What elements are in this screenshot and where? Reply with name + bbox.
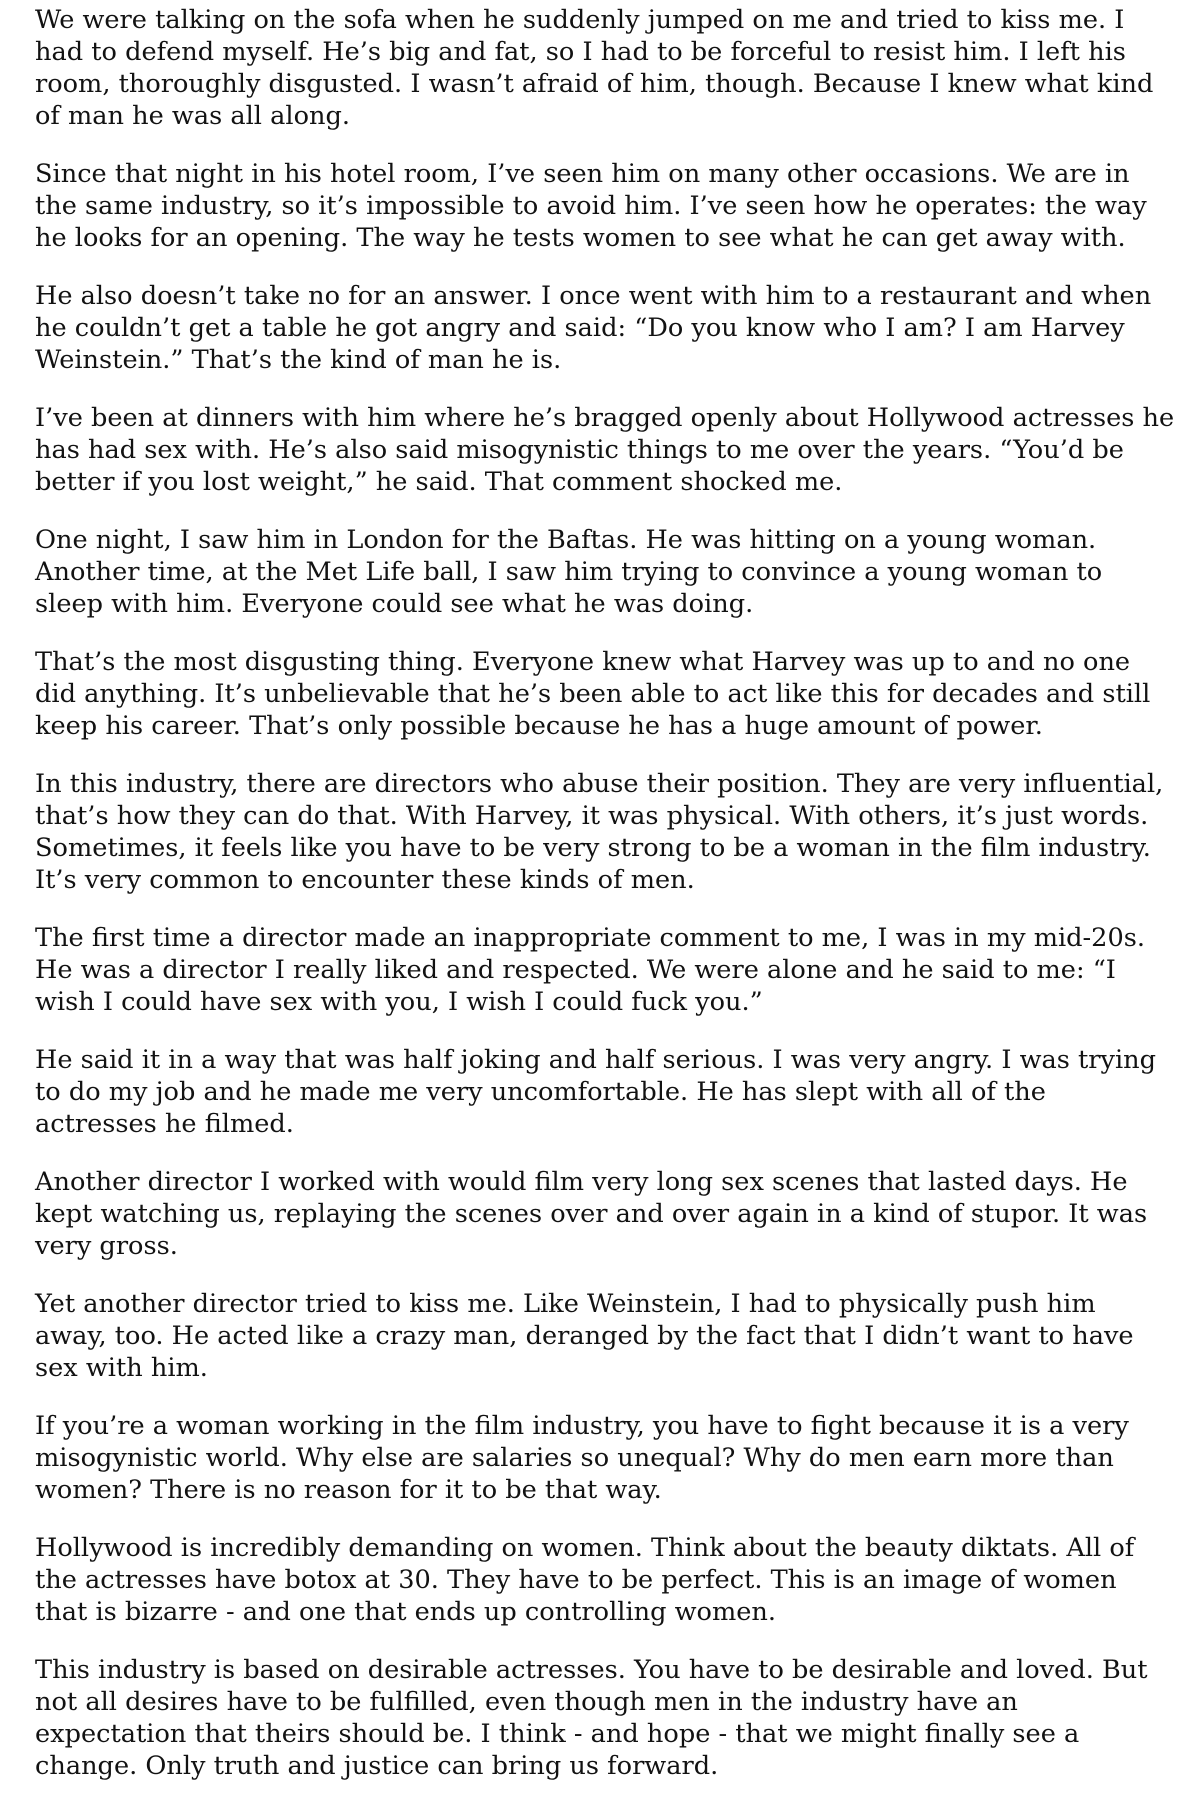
article-paragraph: Hollywood is incredibly demanding on women. Think about the beauty diktats. All of the actresses have botox at 30. They have to be perfect. This is an image of women that is bizarre - and one that ends up controlling women.	[35, 1533, 1135, 1627]
article-paragraph: In this industry, there are directors who abuse their position. They are very influential, that’s how they can do that. With Harvey, it was physical. With others, it’s just words. Sometimes, it feels like you have to be very strong to be a woman in the film industry. It’s very common to encounter these kinds of men.	[35, 769, 1164, 895]
article-paragraph: He also doesn’t take no for an answer. I once went with him to a restaurant and when he couldn’t get a table he got angry and said: “Do you know who I am? I am Harvey Weinstein.” That’s the kind of man he is.	[35, 281, 1152, 375]
article-body	[35, 4, 1175, 1808]
article-paragraph: I’ve been at dinners with him where he’s bragged openly about Hollywood actresses he has had sex with. He’s also said misogynistic things to me over the years. “You’d be better if you lost weight,” he said. That comment shocked me.	[35, 403, 1175, 497]
article-paragraph: One night, I saw him in London for the Baftas. He was hitting on a young woman. Another time, at the Met Life ball, I saw him trying to convince a young woman to sleep with him. Everyone could see what he was doing.	[35, 525, 1103, 619]
article-paragraph: Yet another director tried to kiss me. Like Weinstein, I had to physically push him away, too. He acted like a crazy man, deranged by the fact that I didn’t want to have sex with him.	[35, 1289, 1134, 1383]
article-paragraph: That’s the most disgusting thing. Everyone knew what Harvey was up to and no one did anything. It’s unbelievable that he’s been able to act like this for decades and still keep his career. That’s only possible because he has a huge amount of power.	[35, 647, 1151, 741]
article-paragraph: Another director I worked with would film very long sex scenes that lasted days. He kept watching us, replaying the scenes over and over again in a kind of stupor. It was very gross.	[35, 1167, 1148, 1261]
article-paragraph: If you’re a woman working in the film industry, you have to fight because it is a very misogynistic world. Why else are salaries so unequal? Why do men earn more than women? There is no reason for it to be that way.	[35, 1411, 1129, 1505]
article-paragraph: The first time a director made an inappropriate comment to me, I was in my mid-20s. He was a director I really liked and respected. We were alone and he said to me: “I wish I could have sex with you, I wish I could fuck you.”	[35, 923, 1146, 1017]
article-paragraph: Since that night in his hotel room, I’ve seen him on many other occasions. We are in the same industry, so it’s impossible to avoid him. I’ve seen how he operates: the way he looks for an opening. The way he tests women to see what he can get away with.	[35, 159, 1147, 253]
article-paragraph: We were talking on the sofa when he suddenly jumped on me and tried to kiss me. I had to defend myself. He’s big and fat, so I had to be forceful to resist him. I left his room, thoroughly disgusted. I wasn’t afraid of him, though. Because I knew what kind of man he was all along.	[35, 5, 1154, 131]
article-paragraph: He said it in a way that was half joking and half serious. I was very angry. I was trying to do my job and he made me very uncomfortable. He has slept with all of the actresses he filmed.	[35, 1045, 1157, 1139]
article-paragraph: This industry is based on desirable actresses. You have to be desirable and loved. But not all desires have to be fulfilled, even though men in the industry have an expectation that theirs should be. I think - and hope - that we might finally see a change. Only truth and justice can bring us forward.	[35, 1655, 1148, 1781]
